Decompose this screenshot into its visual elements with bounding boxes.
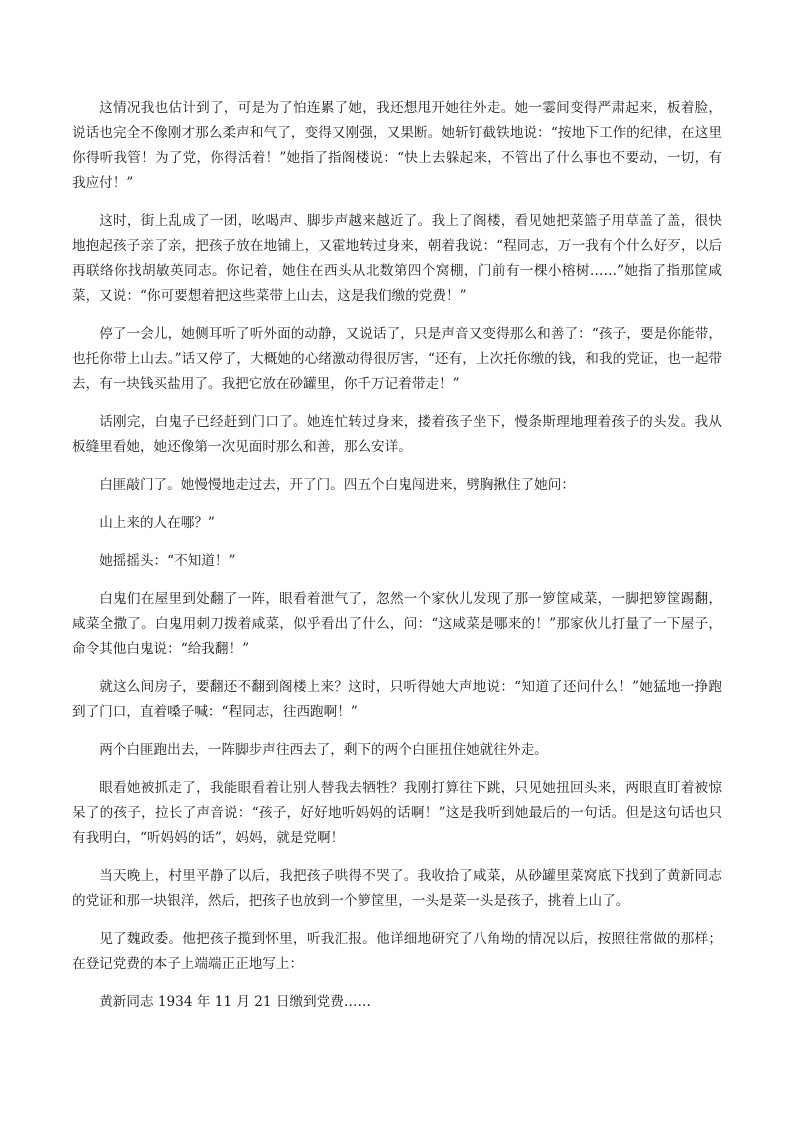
paragraph: 山上来的人在哪？” [99,515,215,531]
paragraph: 当天晚上，村里平静了以后，我把孩子哄得不哭了。我收拾了咸菜，从砂罐里菜窝底下找到了黄新同志的党证和那一块银洋，然后，把孩子也放到一个箩筐里，一头是菜一头是孩子，挑着上山了。 [72,868,722,909]
paragraph: 白鬼们在屋里到处翻了一阵，眼看着泄气了，忽然一个家伙儿发现了那一箩筐咸菜，一脚把箩筐踢翻，咸菜全撒了。白鬼用刺刀拨着咸菜，似乎看出了什么，问：“这咸菜是哪来的！”那家伙儿打量了一下屋子，命令其他白鬼说：“给我翻！” [72,591,722,657]
paragraph: 黄新同志 1934 年 11 月 21 日缴到党费…… [99,994,372,1010]
paragraph: 这时，街上乱成了一团，吆喝声、脚步声越来越近了。我上了阁楼，看见她把菜篮子用草盖了盖，很快地抱起孩子亲了亲，把孩子放在地铺上，又霍地转过身来，朝着我说：“程同志，万一我有个什么好歹，以后再联络你找胡敏英同志。你记着，她住在西头从北数第四个窝棚，门前有一棵小榕树……”她指了指那筐咸菜，又说：“你可要想着把这些菜带上山去，这是我们缴的党费！” [72,213,722,304]
paragraph: 这情况我也估计到了，可是为了怕连累了她，我还想甩开她往外走。她一霎间变得严肃起来，板着脸，说话也完全不像刚才那么柔声和气了，变得又刚强，又果断。她斩钉截铁地说：“按地下工作的纪律，在这里你得听我管！为了党，你得活着！”她指了指阁楼说：“快上去躲起来，不管出了什么事也不要动，一切，有我应付！” [72,100,722,191]
paragraph: 眼看她被抓走了，我能眼看着让别人替我去牺牲？我刚打算往下跳，只见她扭回头来，两眼直盯着被惊呆了的孩子，拉长了声音说：“孩子，好好地听妈妈的话啊！”这是我听到她最后的一句话。但是这句话也只有我明白，“听妈妈的话”，妈妈，就是党啊！ [72,780,722,846]
paragraph: 白匪敲门了。她慢慢地走过去，开了门。四五个白鬼闯进来，劈胸揪住了她问： [99,477,575,493]
document-body [72,96,722,1028]
paragraph: 见了魏政委。他把孩子揽到怀里，听我汇报。他详细地研究了八角坳的情况以后，按照往常做的那样；在登记党费的本子上端端正正地写上： [72,931,722,972]
paragraph: 就这么间房子，要翻还不翻到阁楼上来？这时，只听得她大声地说：“知道了还问什么！”她猛地一挣跑到了门口，直着嗓子喊：“程同志，往西跑啊！” [72,679,722,720]
paragraph: 两个白匪跑出去，一阵脚步声往西去了，剩下的两个白匪扭住她就往外走。 [99,742,548,758]
paragraph: 她摇摇头：“不知道！” [99,553,236,569]
paragraph: 停了一会儿，她侧耳听了听外面的动静，又说话了，只是声音又变得那么和善了：“孩子，要是你能带，也托你带上山去。”话又停了，大概她的心绪激动得很厉害，“还有，上次托你缴的钱，和我的党证，也一起带去，有一块钱买盐用了。我把它放在砂罐里，你千万记着带走！” [72,326,722,392]
paragraph: 话刚完，白鬼子已经赶到门口了。她连忙转过身来，搂着孩子坐下，慢条斯理地理着孩子的头发。我从板缝里看她，她还像第一次见面时那么和善，那么安详。 [72,414,722,455]
